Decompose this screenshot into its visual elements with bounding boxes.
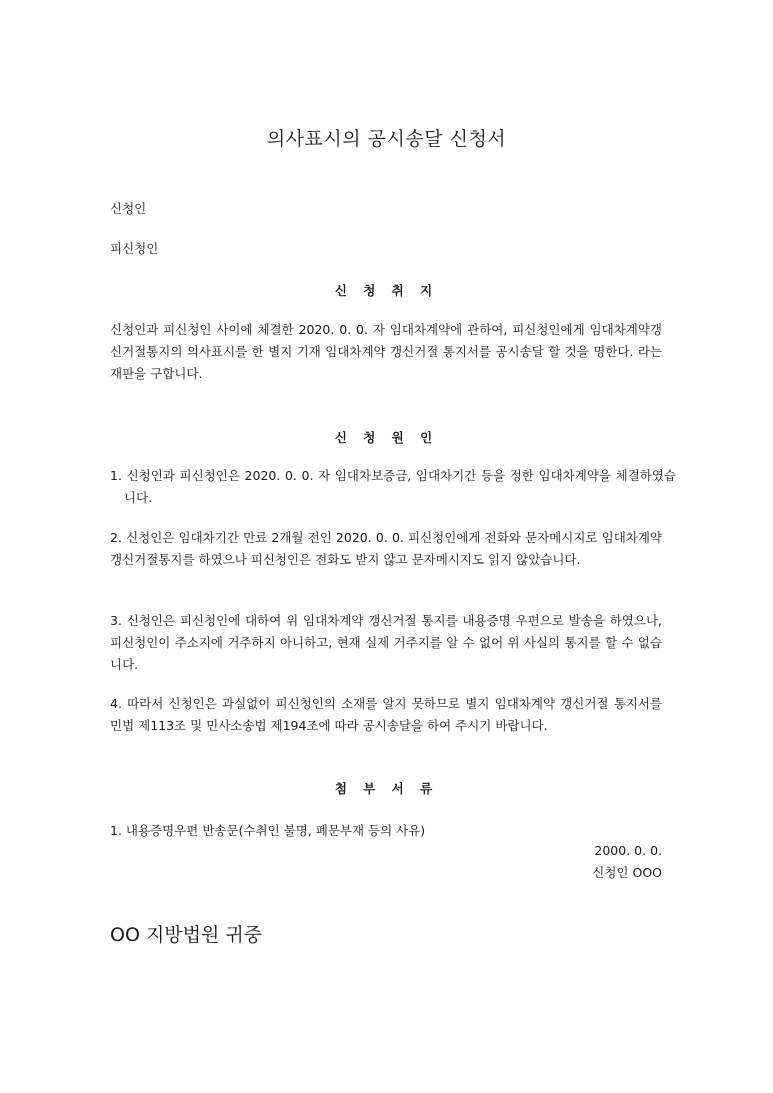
cause-item-4: 4. 따라서 신청인은 과실없이 피신청인의 소재를 알지 못하므로 별지 임대차계약 갱신거절 통지서를 민법 제113조 및 민사소송법 제194조에 따라 공시송달을 하여 주시기 바랍니다. [110,696,662,733]
cause-item-1: 1. 신청인과 피신청인은 2020. 0. 0. 자 임대차보증금, 임대차기간 등을 정한 임대차계약을 체결하였습니다. [110,468,676,505]
document-title: 의사표시의 공시송달 신청서 [266,128,507,150]
cause-heading: 신 청 원 인 [334,430,439,445]
purpose-text: 신청인과 피신청인 사이에 체결한 2020. 0. 0. 자 임대차계약에 관하여, 피신청인에게 임대차계약갱신거절통지의 의사표시를 한 별지 기재 임대차계약 갱신거절 통지서를 공시송달 할 것을 명한다. 라는 재판을 구합니다. [110,322,662,381]
applicant-signature: 신청인 OOO [592,865,662,880]
cause-item-3: 3. 신청인은 피신청인에 대하여 위 임대차계약 갱신거절 통지를 내용증명 우편으로 발송을 하였으나, 피신청인이 주소지에 거주하지 아니하고, 현재 실제 거주지를 알 수 없어 위 사실의 통지를 할 수 없습니다. [110,613,662,672]
document-date: 2000. 0. 0. [594,843,662,858]
attachment-item-1: 1. 내용증명우편 반송문(수취인 불명, 폐문부재 등의 사유) [110,823,426,838]
cause-item-2: 2. 신청인은 임대차기간 만료 2개월 전인 2020. 0. 0. 피신청인에게 전화와 문자메시지로 임대차계약 갱신거절통지를 하였으나 피신청인은 전화도 받지 않고 문자메시지도 읽지 않았습니다. [110,530,662,567]
respondent-label: 피신청인 [110,241,159,256]
purpose-heading: 신 청 취 지 [334,283,439,298]
applicant-label: 신청인 [110,201,147,216]
attachments-heading: 첨 부 서 류 [334,781,439,796]
court-addressee: OO 지방법원 귀중 [110,924,263,946]
